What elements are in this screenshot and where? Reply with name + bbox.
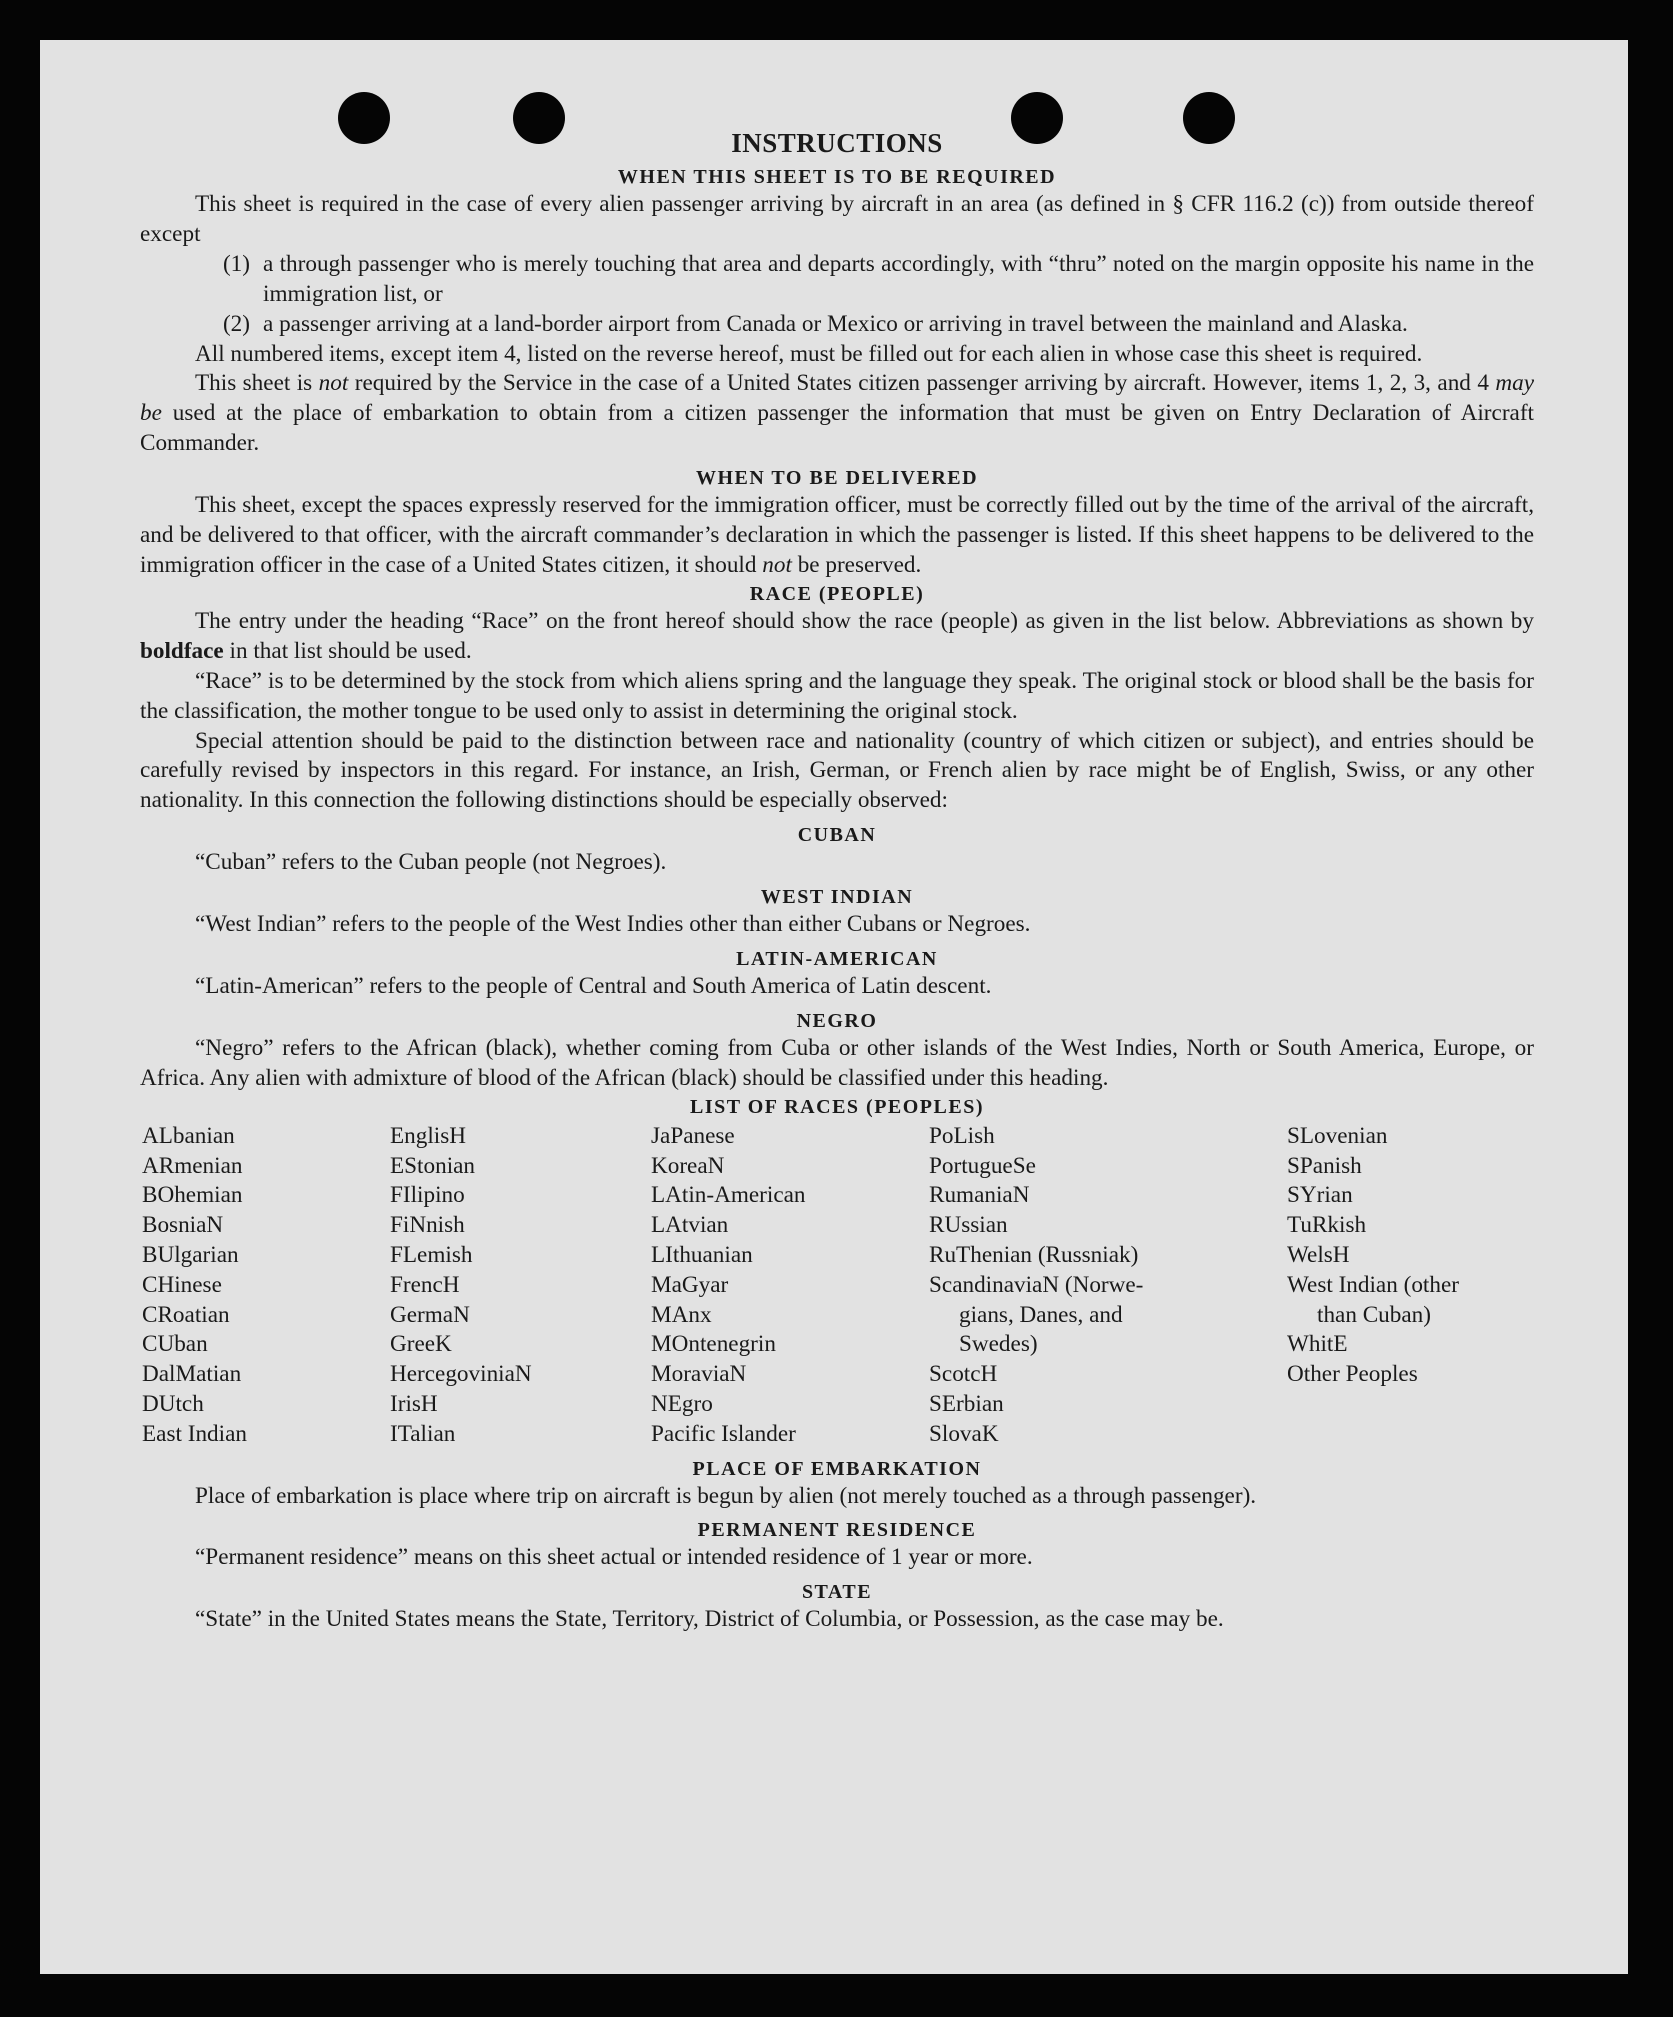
section-heading-embarkation: PLACE OF EMBARKATION [692, 1457, 982, 1480]
race-entry: DalMatian [142, 1361, 242, 1388]
race-entry: SErbian [929, 1390, 1004, 1417]
paragraph: “State” in the United States means the State, Territory, District of Columbia, or Possession, as the case may be. [195, 1606, 1224, 1633]
paragraph: “West Indian” refers to the people of the West Indies other than either Cubans or Negroes. [195, 911, 1031, 938]
race-entry: ScotcH [929, 1361, 998, 1388]
race-column [390, 1122, 651, 1450]
list-item [140, 250, 1534, 310]
race-column [929, 1122, 1207, 1450]
paragraph: Special attention should be paid to the distinction between race and nationality (country of which citizen or subject), and entries should be carefully revised by inspectors in this regard. For instance, an Irish, German, or French alien by race might be of English, Swiss, or any other nationality. In this connection the following distinctions should be especially observed: [140, 727, 1534, 814]
race-entry: JaPanese [651, 1122, 735, 1149]
section-heading-residence: PERMANENT RESIDENCE [697, 1519, 977, 1542]
race-entry: BosniaN [142, 1212, 224, 1239]
page-title: INSTRUCTIONS [731, 128, 943, 158]
paragraph [140, 607, 1534, 667]
paragraph [140, 491, 1534, 581]
race-entry: DUtch [142, 1390, 204, 1417]
bold-text: boldface [140, 637, 224, 664]
race-entry: ITalian [390, 1420, 456, 1447]
race-entry: SPanish [1287, 1152, 1362, 1179]
text-run: be preserved. [791, 551, 922, 578]
race-entry: Other Peoples [1287, 1361, 1418, 1388]
race-entry: WhitE [1287, 1331, 1348, 1358]
race-entry: SlovaK [929, 1420, 999, 1447]
section-heading-west-indian: WEST INDIAN [760, 886, 914, 909]
race-entry: MoraviaN [651, 1361, 747, 1388]
section-heading-race: RACE (PEOPLE) [749, 582, 925, 605]
race-entry: RUssian [929, 1212, 1008, 1239]
race-entry: ARmenian [142, 1152, 243, 1179]
race-entry: GermaN [390, 1301, 470, 1328]
emphasis: may be [140, 370, 1534, 427]
race-entry: GreeK [390, 1331, 452, 1358]
text-run: in that list should be used. [223, 637, 472, 664]
race-entry: FIlipino [390, 1182, 465, 1209]
instructions-content [140, 122, 1534, 1635]
item-text: a passenger arriving at a land-border airport from Canada or Mexico or arriving in travel between the mainland and Alaska. [263, 310, 1408, 337]
section-heading-required: WHEN THIS SHEET IS TO BE REQUIRED [617, 166, 1057, 188]
section-heading-list: LIST OF RACES (PEOPLES) [689, 1095, 984, 1118]
item-text: a through passenger who is merely touching that area and departs accordingly, with “thru” noted on the margin opposite his name in the immigration list, or [263, 250, 1534, 307]
race-entry: gians, Danes, and [959, 1301, 1123, 1328]
paragraph: “Race” is to be determined by the stock from which aliens spring and the language they speak. The original stock or blood shall be the basis for the classification, the mother tongue to be used only to assist in determining the original stock. [140, 667, 1534, 724]
race-entry: CHinese [142, 1271, 222, 1298]
emphasis: not [318, 370, 349, 397]
race-entry: CUban [142, 1331, 208, 1358]
paragraph [140, 369, 1534, 459]
race-entry: LAtvian [651, 1212, 729, 1239]
race-entry: TuRkish [1287, 1212, 1367, 1239]
race-entry: RuThenian (Russniak) [929, 1241, 1139, 1268]
paragraph: “Permanent residence” means on this sheet actual or intended residence of 1 year or more. [195, 1544, 1033, 1571]
text-run: The entry under the heading “Race” on the front hereof should show the race (people) as given in the list below. Abbreviations as shown by [195, 607, 1534, 634]
paragraph: This sheet is required in the case of every alien passenger arriving by aircraft in an area (as defined in § CFR 116.2 (c)) from outside thereof except [140, 191, 1534, 247]
race-entry: BUlgarian [142, 1241, 239, 1268]
race-entry: ScandinaviaN (Norwe- [929, 1271, 1144, 1298]
race-entry: ALbanian [142, 1122, 235, 1149]
emphasis: not [762, 551, 792, 578]
document-sheet [40, 40, 1628, 1974]
paragraph: “Latin-American” refers to the people of Central and South America of Latin descent. [195, 973, 992, 1000]
text-run: This sheet, except the spaces expressly reserved for the immigration officer, must be correctly filled out by the time of the arrival of the aircraft, and be delivered to that officer, with the aircraft commander’s declaration in which the passenger is listed. If this sheet happens to be delivered to the immigration officer in the case of a United States citizen, it should [140, 492, 1534, 578]
race-entry: PortugueSe [929, 1152, 1036, 1179]
item-number: (2) [222, 310, 250, 337]
race-entry: LIthuanian [651, 1241, 753, 1268]
race-entry: HercegoviniaN [390, 1361, 532, 1388]
race-entry: FiNnish [390, 1212, 465, 1239]
race-entry: LAtin-American [651, 1182, 806, 1209]
race-entry: FrencH [390, 1271, 460, 1298]
race-column [651, 1122, 929, 1450]
race-entry: BOhemian [142, 1182, 243, 1209]
section-heading-negro: NEGRO [796, 1009, 878, 1032]
race-entry: RumaniaN [929, 1182, 1030, 1209]
paragraph: “Negro” refers to the African (black), whether coming from Cuba or other islands of the West Indies, North or South America, Europe, or Africa. Any alien with admixture of blood of the African (black) should be classified under this heading. [140, 1034, 1534, 1091]
race-entry: WelsH [1287, 1241, 1350, 1268]
race-entry: PoLish [929, 1122, 995, 1149]
race-list [142, 1122, 1534, 1450]
race-entry: MaGyar [651, 1271, 729, 1298]
section-heading-delivered: WHEN TO BE DELIVERED [695, 467, 979, 490]
list-item [140, 310, 1534, 340]
race-entry: IrisH [390, 1390, 438, 1417]
race-entry: West Indian (other [1287, 1271, 1459, 1298]
race-entry: MOntenegrin [651, 1331, 776, 1358]
paragraph: All numbered items, except item 4, listed on the reverse hereof, must be filled out for each alien in whose case this sheet is required. [195, 340, 1423, 367]
race-entry: NEgro [651, 1390, 713, 1417]
section-heading-state: STATE [801, 1581, 873, 1604]
race-entry: EStonian [390, 1152, 476, 1179]
race-column [142, 1122, 390, 1450]
race-entry: East Indian [142, 1420, 247, 1447]
race-entry: SLovenian [1287, 1122, 1388, 1149]
text-run: used at the place of embarkation to obtain from a citizen passenger the information that must be given on Entry Declaration of Aircraft Commander. [140, 400, 1534, 457]
race-entry: Swedes) [959, 1331, 1038, 1358]
race-entry: Pacific Islander [651, 1420, 796, 1447]
text-run: This sheet is [195, 370, 319, 397]
section-heading-latin-american: LATIN-AMERICAN [736, 948, 938, 971]
paragraph: Place of embarkation is place where trip on aircraft is begun by alien (not merely touched as a through passenger). [195, 1482, 1257, 1509]
race-entry: KoreaN [651, 1152, 725, 1179]
race-entry: EnglisH [390, 1122, 467, 1149]
race-entry: CRoatian [142, 1301, 230, 1328]
race-column [1207, 1122, 1617, 1450]
race-entry: FLemish [390, 1241, 473, 1268]
text-run: required by the Service in the case of a United States citizen passenger arriving by aircraft. However, items 1, 2, 3, and 4 [348, 370, 1496, 397]
race-entry: SYrian [1287, 1182, 1353, 1209]
paragraph: “Cuban” refers to the Cuban people (not Negroes). [195, 849, 667, 876]
item-number: (1) [222, 250, 250, 277]
race-entry: MAnx [651, 1301, 712, 1328]
race-entry: than Cuban) [1317, 1301, 1431, 1328]
section-heading-cuban: CUBAN [797, 824, 877, 847]
